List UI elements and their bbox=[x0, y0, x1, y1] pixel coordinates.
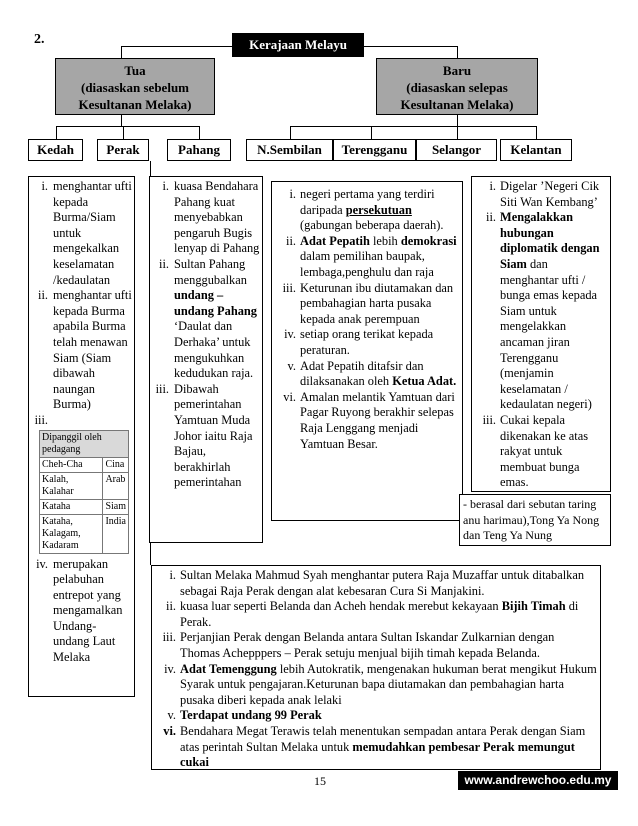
kedah-panel bbox=[28, 176, 135, 697]
group-baru-title: Baru bbox=[442, 63, 472, 78]
section-number: 2. bbox=[34, 32, 45, 47]
connector bbox=[123, 126, 124, 139]
list-item: ii. Adat Pepatih lebih demokrasi dalam pemilihan baupak, lembaga,penghulu dan raja bbox=[286, 233, 457, 279]
table-row: Kataha, Kalagam, Kadaram India bbox=[40, 514, 129, 553]
root-node: Kerajaan Melayu bbox=[232, 33, 364, 57]
list-item: ii. Sultan Pahang menggubalkan undang – undang Pahang ‘Daulat dan Derhaka’ untuk mengukuhkan kedudukan raja. bbox=[159, 256, 257, 381]
connector bbox=[536, 126, 537, 139]
pedagang-table bbox=[39, 430, 129, 554]
page-number: 15 bbox=[314, 774, 326, 788]
group-tua-title: Tua bbox=[124, 63, 146, 78]
state-nsembilan: N.Sembilan bbox=[246, 139, 333, 161]
list-item: i. kuasa Bendahara Pahang kuat menyebabkan pengaruh Bugis lenyap di Pahang bbox=[162, 179, 260, 256]
state-kedah: Kedah bbox=[28, 139, 83, 161]
pahang-panel bbox=[149, 176, 263, 543]
state-selangor: Selangor bbox=[416, 139, 497, 161]
list-item: vi. Bendahara Megat Terawis telah menentukan sempadan antara Perak dengan Siam atas perintah Sultan Melaka untuk memudahkan pembesar Perak memungut cukai bbox=[163, 723, 586, 770]
table-row: Kalah, Kalahar Arab bbox=[40, 472, 129, 499]
connector bbox=[121, 46, 122, 58]
list-item: i. menghantar ufti kepada Burma/Siam untuk mengekalkan keselamatan /kedaulatan bbox=[41, 179, 132, 287]
connector bbox=[199, 126, 200, 139]
group-baru bbox=[376, 58, 538, 115]
group-baru-subtitle: Kesultanan Melaka) bbox=[400, 97, 514, 112]
list-item: v. Terdapat undang 99 Perak bbox=[167, 708, 322, 723]
kelantan-panel bbox=[471, 176, 611, 492]
list-item: iv. Adat Temenggung lebih Autokratik, mengenakan hukuman berat mengikut Hukum Syarak untuk pengajaran.Keturunan bapa diutamakan dan pembahagian harta pusaka diberi kepada anak lelaki bbox=[164, 661, 597, 707]
group-tua-subtitle: (diasaskan sebelum bbox=[81, 80, 189, 95]
connector bbox=[457, 126, 458, 139]
state-pahang: Pahang bbox=[167, 139, 231, 161]
state-kelantan: Kelantan bbox=[500, 139, 572, 161]
connector bbox=[121, 46, 232, 47]
connector bbox=[371, 126, 372, 139]
list-item: iii. bbox=[34, 412, 48, 427]
state-terengganu: Terengganu bbox=[333, 139, 416, 161]
table-row: Kataha Siam bbox=[40, 499, 129, 514]
connector bbox=[457, 46, 458, 58]
connector bbox=[56, 126, 57, 139]
list-item: iii. Perjanjian Perak dengan Belanda antara Sultan Iskandar Zulkarnian dengan Thomas Achepppers – Perak setuju menjual bijih timah kepada Belanda. bbox=[162, 630, 555, 660]
perak-panel bbox=[151, 565, 601, 770]
connector bbox=[364, 46, 457, 47]
connector bbox=[457, 115, 458, 126]
group-baru-subtitle: (diasaskan selepas bbox=[406, 80, 508, 95]
list-item: iii. Cukai kepala dikenakan ke atas rakyat untuk membuat bunga emas. bbox=[482, 412, 589, 490]
list-item: i. negeri pertama yang terdiri daripada persekutuan (gabungan beberapa daerah). bbox=[289, 187, 444, 233]
list-item: ii. kuasa luar seperti Belanda dan Acheh hendak merebut kekayaan Bijih Timah di Perak. bbox=[166, 599, 579, 629]
table-row: Cheh-Cha Cina bbox=[40, 457, 129, 472]
state-perak: Perak bbox=[97, 139, 149, 161]
connector bbox=[121, 115, 122, 126]
list-item: i. Sultan Melaka Mahmud Syah menghantar putera Raja Muzaffar untuk ditabalkan sebagai Raja Perak dengan alat kebesaran Cura Si Manjakini. bbox=[169, 568, 585, 598]
list-item: vi. Amalan melantik Yamtuan dari Pagar Ruyong berakhir selepas Raja Lenggang menjadi Yamtuan Besar. bbox=[283, 389, 455, 451]
list-item: v. Adat Pepatih ditafsir dan dilaksanakan oleh Ketua Adat. bbox=[287, 358, 457, 389]
website-link[interactable]: www.andrewchoo.edu.my bbox=[458, 771, 618, 790]
nsembilan-panel bbox=[271, 181, 463, 521]
table-title: Dipanggil oleh pedagang bbox=[40, 430, 129, 457]
list-item: ii. menghantar ufti kepada Burma apabila Burma telah menawan Siam (Siam dibawah naungan Burma) bbox=[38, 288, 132, 412]
list-item: i. Digelar ’Negeri Cik Siti Wan Kembang’ bbox=[489, 179, 600, 209]
list-item: iv. setiap orang terikat kepada peraturan. bbox=[284, 327, 434, 357]
group-tua-subtitle: Kesultanan Melaka) bbox=[78, 97, 192, 112]
group-tua bbox=[55, 58, 215, 115]
connector bbox=[290, 126, 291, 139]
connector bbox=[290, 126, 536, 127]
list-item: iv. merupakan pelabuhan entrepot yang mengamalkan Undang-undang Laut Melaka bbox=[36, 556, 123, 665]
terengganu-note: - berasal dari sebutan taring anu harimau),Tong Ya Nong dan Teng Ya Nung bbox=[459, 494, 611, 546]
list-item: iii. Dibawah pemerintahan Yamtuan Muda Johor iaitu Raja Bajau, berakhirlah pemerintahan bbox=[155, 381, 253, 490]
list-item: iii. Keturunan ibu diutamakan dan pembahagian harta pusaka kepada anak perempuan bbox=[282, 280, 454, 326]
list-item: ii. Mengalakkan hubungan diplomatik dengan Siam dan menghantar ufti / bunga emas kepada Siam untuk mengelakkan ancaman jiran Terengganu (menjamin keselamatan / kedaulatan negeri) bbox=[486, 210, 600, 412]
connector bbox=[56, 126, 199, 127]
